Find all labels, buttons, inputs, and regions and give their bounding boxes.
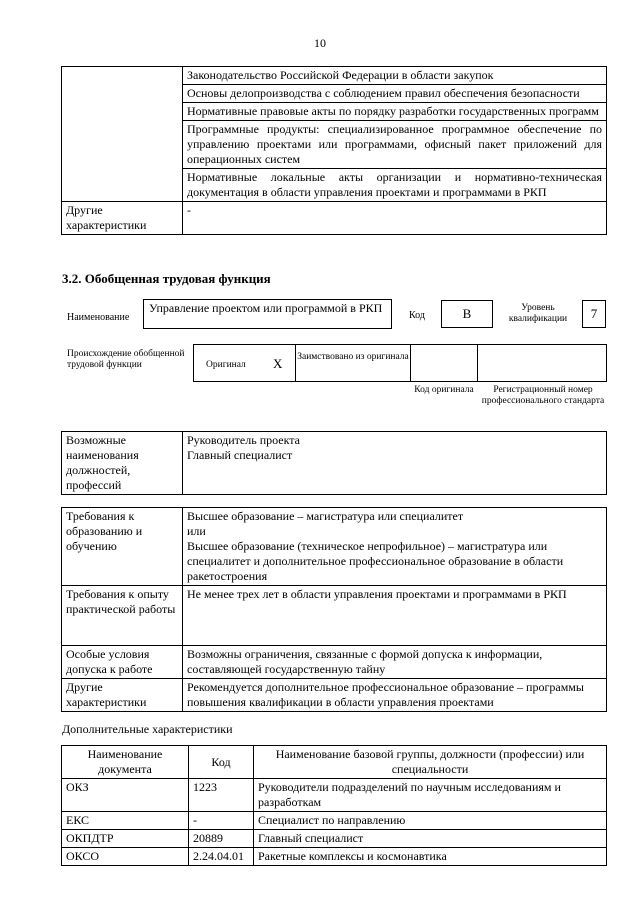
reg-caption: Регистрационный номер профессионального стандарта <box>481 385 605 406</box>
origin-code-cell <box>410 344 478 382</box>
table-row <box>62 848 607 866</box>
requirement-value: Рекомендуется дополнительное профессиональное образование – программы повышения квалификации в области управления проектами <box>183 679 607 712</box>
reg-number-cell <box>477 344 607 382</box>
knowledge-item: Нормативные правовые акты по порядку разработки государственных программ <box>183 103 607 121</box>
table-row <box>62 779 607 812</box>
extra-cell: ОКПДТР <box>62 830 189 848</box>
extra-header: Наименование документа <box>62 746 189 779</box>
requirement-value: Возможны ограничения, связанные с формой допуска к информации, составляющей государственную тайну <box>183 646 607 679</box>
extra-title: Дополнительные характеристики <box>62 722 233 736</box>
requirement-label: Другие характеристики <box>62 679 183 712</box>
level-label: Уровень квалификации <box>508 303 568 324</box>
extra-cell: ОКСО <box>62 848 189 866</box>
section-title: 3.2. Обобщенная трудовая функция <box>62 271 271 286</box>
extra-cell: 2.24.04.01 <box>189 848 254 866</box>
original-label: Оригинал <box>206 360 246 370</box>
requirement-label: Требования к опыту практической работы <box>62 586 183 646</box>
requirement-value: Высшее образование – магистратура или специалитет или Высшее образование (техническое непрофильное) – магистратура или специалитет и дополнительное профессиональное образование в области ракетостроения <box>183 508 607 586</box>
extra-header: Код <box>189 746 254 779</box>
function-name: Управление проектом или программой в РКП <box>143 299 392 329</box>
empty-label-cell <box>62 67 183 202</box>
other-characteristics-label: Другие характеристики <box>62 202 183 235</box>
knowledge-item: Законодательство Российской Федерации в области закупок <box>183 67 607 85</box>
requirement-value: Не менее трех лет в области управления проектами и программами в РКП <box>183 586 607 646</box>
table-row <box>62 830 607 848</box>
requirement-label: Требования к образованию и обучению <box>62 508 183 586</box>
name-label: Наименование <box>67 312 130 323</box>
original-box <box>193 344 296 382</box>
other-characteristics-value: - <box>183 202 607 235</box>
knowledge-item: Основы делопроизводства с соблюдением правил обеспечения безопасности <box>183 85 607 103</box>
extra-table <box>61 745 607 866</box>
extra-cell: - <box>189 812 254 830</box>
positions-table <box>61 431 607 495</box>
knowledge-table <box>61 66 607 235</box>
origin-label: Происхождение обобщенной трудовой функции <box>67 349 185 370</box>
original-mark: X <box>273 356 283 371</box>
requirement-label: Особые условия допуска к работе <box>62 646 183 679</box>
extra-cell: Руководители подразделений по научным исследованиям и разработкам <box>254 779 607 812</box>
extra-header: Наименование базовой группы, должности (профессии) или специальности <box>254 746 607 779</box>
function-code: B <box>441 300 493 328</box>
table-row <box>62 812 607 830</box>
extra-cell: 20889 <box>189 830 254 848</box>
extra-cell: Главный специалист <box>254 830 607 848</box>
positions-value: Руководитель проекта Главный специалист <box>183 432 607 495</box>
code-label: Код <box>409 310 425 321</box>
extra-cell: ЕКС <box>62 812 189 830</box>
extra-cell: Специалист по направлению <box>254 812 607 830</box>
level-value: 7 <box>582 300 606 328</box>
code-caption: Код оригинала <box>414 385 474 395</box>
extra-cell: ОКЗ <box>62 779 189 812</box>
positions-label: Возможные наименования должностей, профессий <box>62 432 183 495</box>
extra-cell: Ракетные комплексы и космонавтика <box>254 848 607 866</box>
knowledge-item: Нормативные локальные акты организации и нормативно-техническая документация в области управления проектами и программами в РКП <box>183 169 607 202</box>
requirements-table <box>61 507 607 712</box>
page-number: 10 <box>314 36 326 50</box>
extra-cell: 1223 <box>189 779 254 812</box>
knowledge-item: Программные продукты: специализированное программное обеспечение по управлению проектами или программами, офисный пакет приложений для операционных систем <box>183 121 607 169</box>
borrowed-label: Заимствовано из оригинала <box>295 344 411 382</box>
